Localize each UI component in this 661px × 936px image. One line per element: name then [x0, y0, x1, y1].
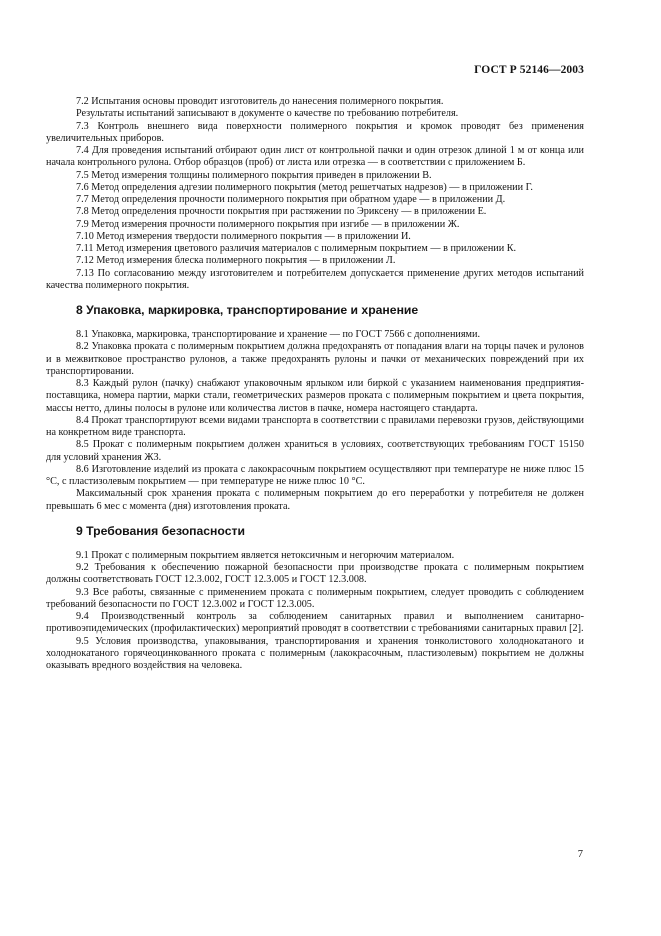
clause-7-12: 7.12 Метод измерения блеска полимерного покрытия — в приложении Л.	[76, 255, 396, 267]
clause-8-3: 8.3 Каждый рулон (пачку) снабжают упаковочным ярлыком или биркой с указанием наименования предприятия-поставщика, номера партии, марки стали, геометрических размеров проката с полимерным покрытием и цвета покрытия, массы нетто, длины полосы в рулоне или количества листов в пачке, номера настоящего стандарта.	[46, 378, 584, 414]
clause-8-6-storage: Максимальный срок хранения проката с полимерным покрытием до его переработки у потребителя не должен превышать 6 мес с момента (дня) изготовления проката.	[46, 488, 584, 512]
clause-7-3: 7.3 Контроль внешнего вида поверхности полимерного покрытия и кромок проводят без применения увеличительных приборов.	[46, 120, 584, 144]
clause-7-2: 7.2 Испытания основы проводит изготовитель до нанесения полимерного покрытия.	[76, 96, 444, 107]
clause-8-1: 8.1 Упаковка, маркировка, транспортирование и хранение — по ГОСТ 7566 с дополнениями.	[76, 329, 480, 340]
section-9-items	[46, 550, 584, 673]
clause-9-2: 9.2 Требования к обеспечению пожарной безопасности при производстве проката с полимерным покрытием должны соответствовать ГОСТ 12.3.002, ГОСТ 12.3.005 и ГОСТ 12.3.008.	[46, 562, 584, 586]
clause-9-4: 9.4 Производственный контроль за соблюдением санитарных правил и выполнением санитарно-противоэпидемических (профилактических) мероприятий проводят в соответствии с требованиями санитарных правил [2].	[46, 611, 584, 635]
clause-7-10: 7.10 Метод измерения твердости полимерного покрытия — в приложении И.	[76, 230, 411, 242]
clause-7-4: 7.4 Для проведения испытаний отбирают один лист от контрольной пачки и один отрезок длиной 1 м от конца или начала контрольного рулона. Отбор образцов (проб) от листа или отрезка — в соответствии с приложением Б.	[46, 145, 584, 169]
clause-7-2-results: Результаты испытаний записывают в документе о качестве по требованию потребителя.	[76, 108, 459, 120]
clause-7-8: 7.8 Метод определения прочности покрытия при растяжении по Эриксену — в приложении Е.	[76, 206, 487, 218]
clause-9-1: 9.1 Прокат с полимерным покрытием является нетоксичным и негорючим материалом.	[76, 549, 455, 561]
clause-7-9: 7.9 Метод измерения прочности полимерного покрытия при изгибе — в приложении Ж.	[76, 218, 460, 230]
section-8-items	[46, 329, 584, 513]
clause-7-13: 7.13 По согласованию между изготовителем и потребителем допускается применение других методов испытаний качества полимерного покрытия.	[46, 267, 584, 291]
page-number: 7	[577, 849, 583, 860]
clause-7-6: 7.6 Метод определения адгезии полимерного покрытия (метод решетчатых надрезов) — в приложении Г.	[76, 181, 533, 193]
clause-8-4: 8.4 Прокат транспортируют всеми видами транспорта в соответствии с правилами перевозки грузов, действующими на конкретном виде транспорта.	[46, 414, 584, 438]
clause-9-3: 9.3 Все работы, связанные с применением проката с полимерным покрытием, следует проводить с соблюдением требований безопасности по ГОСТ 12.3.002 и ГОСТ 12.3.005.	[46, 586, 584, 610]
clause-8-5: 8.5 Прокат с полимерным покрытием должен храниться в условиях, соответствующих требованиям ГОСТ 15150 для условий хранения Ж3.	[46, 439, 584, 463]
section-8-heading: 8 Упаковка, маркировка, транспортирование и хранение	[76, 303, 419, 317]
clause-9-5: 9.5 Условия производства, упаковывания, транспортирования и хранения тонколистового холоднокатаного и холоднокатаного горячеоцинкованного проката с полимерным (лакокрасочным, пластизолевым) покрытием не должны оказывать вредного воздействия на человека.	[46, 635, 584, 671]
section-7-items	[46, 96, 584, 292]
clause-7-5: 7.5 Метод измерения толщины полимерного покрытия приведен в приложении В.	[76, 169, 432, 181]
section-9-heading: 9 Требования безопасности	[76, 523, 245, 538]
page-content	[46, 96, 584, 672]
running-header-doc-code: ГОСТ Р 52146—2003	[474, 64, 584, 76]
clause-8-6: 8.6 Изготовление изделий из проката с лакокрасочным покрытием осуществляют при температуре не ниже плюс 15 °С, с пластизолевым покрытием — при температуре не ниже плюс 10 °С.	[46, 463, 584, 487]
clause-7-7: 7.7 Метод определения прочности полимерного покрытия при обратном ударе — в приложении Д.	[76, 194, 506, 205]
clause-7-11: 7.11 Метод измерения цветового различия материалов с полимерным покрытием — в приложении К.	[76, 243, 517, 254]
clause-8-2: 8.2 Упаковка проката с полимерным покрытием должна предохранять от попадания влаги на торцы пачек и рулонов и в межвитковое пространство рулонов, а также предохранять рулоны и пачки от механических повреждений при их транспортировании.	[46, 341, 584, 377]
